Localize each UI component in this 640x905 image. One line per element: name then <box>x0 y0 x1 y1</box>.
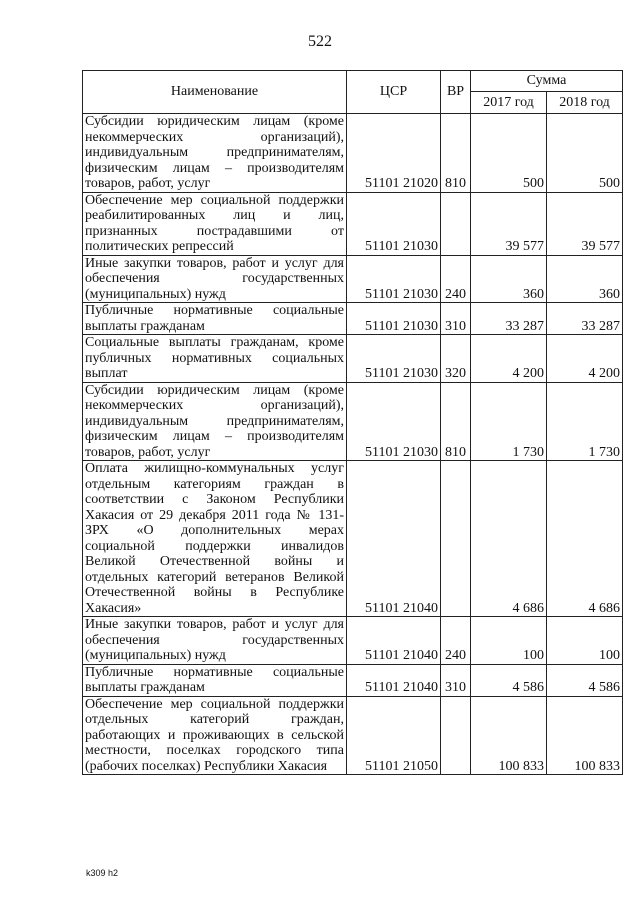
row-sum-2017-cell: 100 833 <box>471 696 547 775</box>
row-name-cell: Иные закупки товаров, работ и услуг для обеспечения государственных (муниципальных) нужд <box>83 255 347 303</box>
row-csr-cell: 51101 21040 <box>347 461 441 617</box>
row-sum-2017-cell: 1 730 <box>471 382 547 461</box>
row-csr-cell: 51101 21030 <box>347 335 441 383</box>
row-vr-cell: 810 <box>441 114 471 193</box>
row-csr-cell: 51101 21030 <box>347 255 441 303</box>
row-csr-cell: 51101 21030 <box>347 192 441 255</box>
row-sum-2017-cell: 360 <box>471 255 547 303</box>
row-csr-cell: 51101 21030 <box>347 382 441 461</box>
row-sum-2018-cell: 33 287 <box>547 303 623 335</box>
row-name-cell: Оплата жилищно-коммунальных услуг отдельным категориям граждан в соответствии с Законом Республики Хакасия от 29 декабря 2011 года № 131-ЗРХ «О дополнительных мерах социальной поддержки инвалидов Великой Отечественной войны и отдельных категорий ветеранов Великой Отечественной войны в Республике Хакасия» <box>83 461 347 617</box>
row-sum-2018-cell: 4 686 <box>547 461 623 617</box>
row-sum-2017-cell: 33 287 <box>471 303 547 335</box>
footer-code: k309 h2 <box>86 868 119 878</box>
table-row <box>83 255 623 303</box>
row-name-cell: Субсидии юридическим лицам (кроме некоммерческих организаций), индивидуальным предпринимателям, физическим лицам – производителям товаров, работ, услуг <box>83 114 347 193</box>
row-sum-2018-cell: 39 577 <box>547 192 623 255</box>
header-vr: ВР <box>441 71 471 114</box>
row-csr-cell: 51101 21020 <box>347 114 441 193</box>
row-vr-cell <box>441 461 471 617</box>
header-year-2017: 2017 год <box>471 92 547 114</box>
row-vr-cell: 310 <box>441 303 471 335</box>
row-vr-cell <box>441 696 471 775</box>
row-sum-2018-cell: 500 <box>547 114 623 193</box>
table-row <box>83 696 623 775</box>
row-sum-2017-cell: 39 577 <box>471 192 547 255</box>
row-sum-2017-cell: 4 200 <box>471 335 547 383</box>
row-name-cell: Публичные нормативные социальные выплаты гражданам <box>83 664 347 696</box>
row-sum-2017-cell: 4 686 <box>471 461 547 617</box>
row-vr-cell: 320 <box>441 335 471 383</box>
table-row <box>83 461 623 617</box>
row-sum-2018-cell: 360 <box>547 255 623 303</box>
row-sum-2017-cell: 500 <box>471 114 547 193</box>
table-row <box>83 303 623 335</box>
row-sum-2017-cell: 4 586 <box>471 664 547 696</box>
budget-table <box>82 70 623 775</box>
row-sum-2018-cell: 100 <box>547 617 623 665</box>
table-body <box>83 114 623 775</box>
table-row <box>83 114 623 193</box>
row-sum-2018-cell: 4 586 <box>547 664 623 696</box>
row-name-cell: Обеспечение мер социальной поддержки отдельных категорий граждан, работающих и проживающих в сельской местности, поселках городского типа (рабочих поселках) Республики Хакасия <box>83 696 347 775</box>
row-name-cell: Субсидии юридическим лицам (кроме некоммерческих организаций), индивидуальным предпринимателям, физическим лицам – производителям товаров, работ, услуг <box>83 382 347 461</box>
table-row <box>83 192 623 255</box>
table-row <box>83 617 623 665</box>
header-csr: ЦСР <box>347 71 441 114</box>
row-name-cell: Иные закупки товаров, работ и услуг для обеспечения государственных (муниципальных) нужд <box>83 617 347 665</box>
row-csr-cell: 51101 21050 <box>347 696 441 775</box>
row-vr-cell: 240 <box>441 255 471 303</box>
row-vr-cell: 310 <box>441 664 471 696</box>
row-name-cell: Публичные нормативные социальные выплаты гражданам <box>83 303 347 335</box>
row-sum-2018-cell: 1 730 <box>547 382 623 461</box>
row-csr-cell: 51101 21030 <box>347 303 441 335</box>
row-name-cell: Обеспечение мер социальной поддержки реабилитированных лиц и лиц, признанных пострадавшими от политических репрессий <box>83 192 347 255</box>
header-year-2018: 2018 год <box>547 92 623 114</box>
table-row <box>83 664 623 696</box>
page-number: 522 <box>308 33 332 50</box>
row-sum-2018-cell: 4 200 <box>547 335 623 383</box>
row-csr-cell: 51101 21040 <box>347 664 441 696</box>
table-header <box>83 71 623 114</box>
row-name-cell: Социальные выплаты гражданам, кроме публичных нормативных социальных выплат <box>83 335 347 383</box>
row-vr-cell <box>441 192 471 255</box>
row-vr-cell: 810 <box>441 382 471 461</box>
row-sum-2018-cell: 100 833 <box>547 696 623 775</box>
table-row <box>83 382 623 461</box>
table-row <box>83 335 623 383</box>
row-vr-cell: 240 <box>441 617 471 665</box>
row-sum-2017-cell: 100 <box>471 617 547 665</box>
header-name: Наименование <box>83 71 347 114</box>
header-sum: Сумма <box>471 71 623 92</box>
row-csr-cell: 51101 21040 <box>347 617 441 665</box>
